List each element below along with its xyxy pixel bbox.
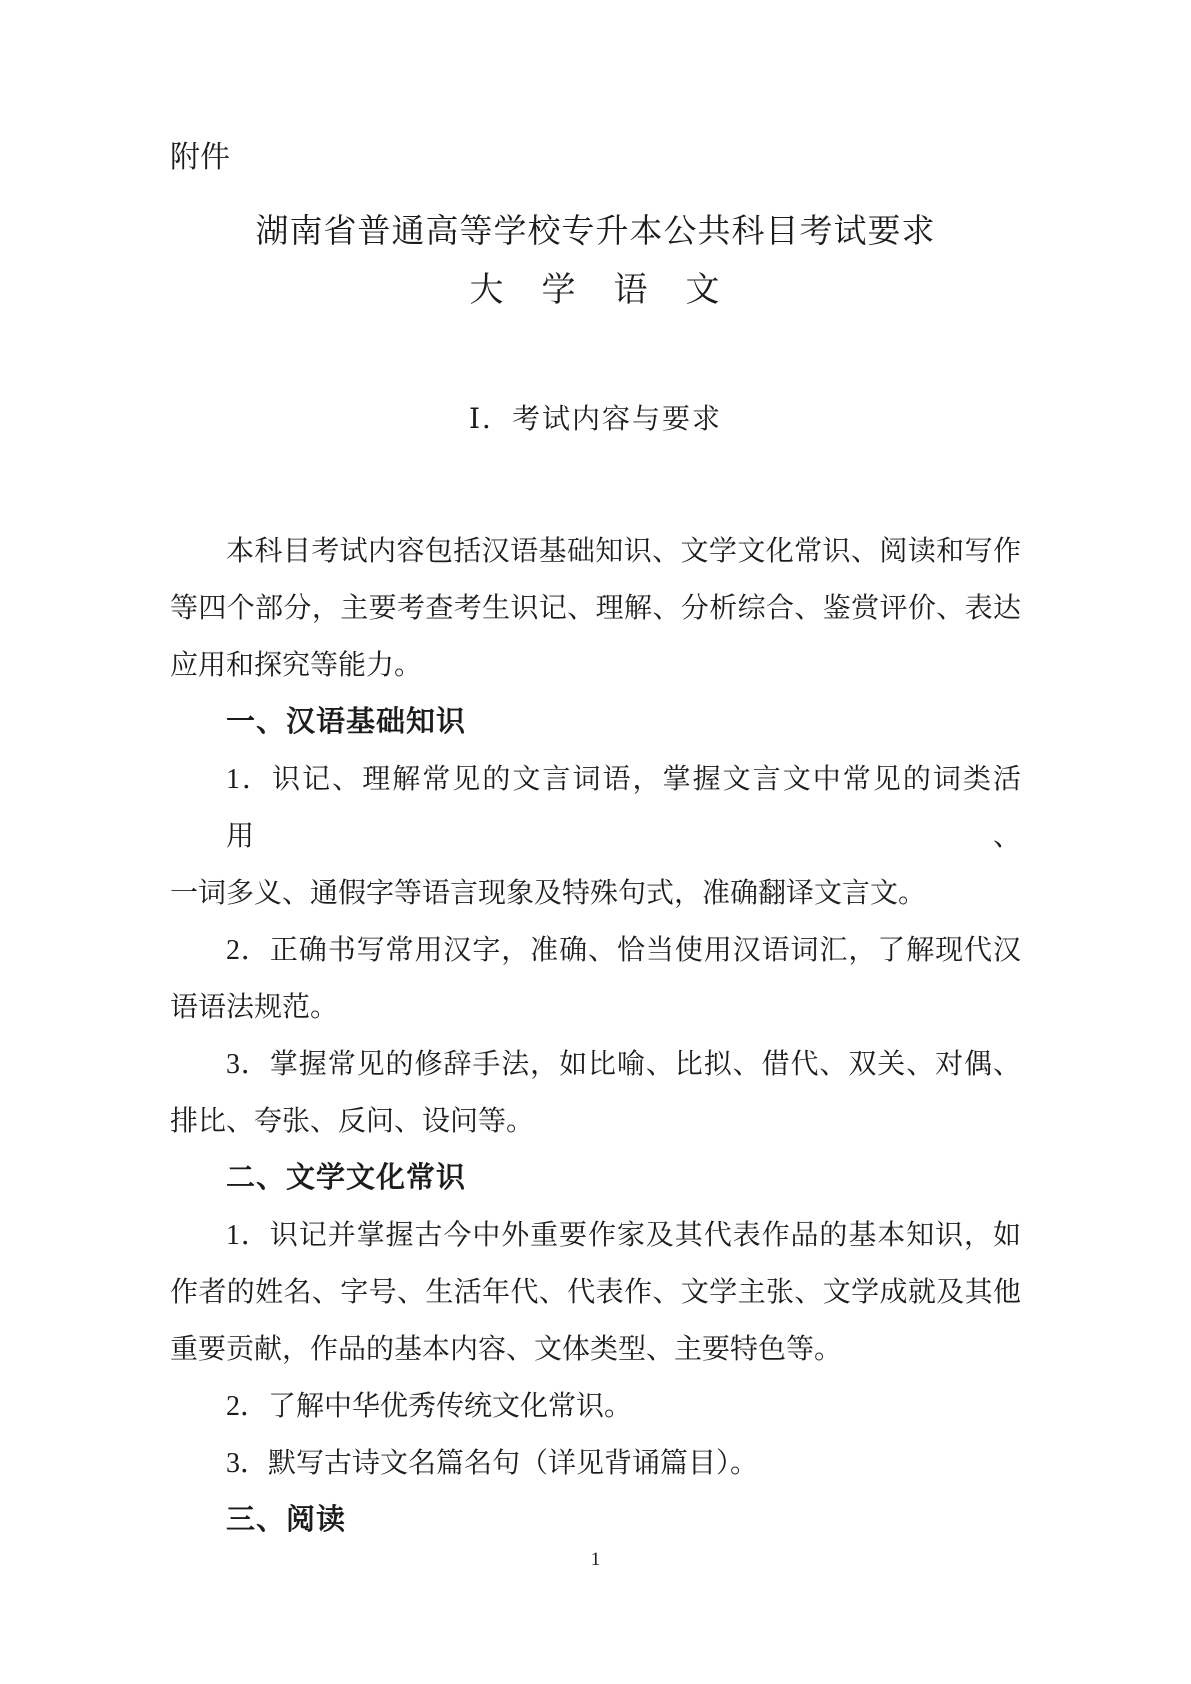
section1-item2-line-1: 2．正确书写常用汉字，准确、恰当使用汉语词汇，了解现代汉 [226, 935, 1021, 966]
section1-item1-line-1: 1．识记、理解常见的文言词语，掌握文言文中常见的词类活用、 [226, 764, 1021, 852]
section-heading-3: 三、阅读 [226, 1504, 347, 1536]
intro-line-2: 等四个部分，主要考查考生识记、理解、分析综合、鉴赏评价、表达 [170, 593, 1021, 624]
section2-item1-line-3: 重要贡献，作品的基本内容、文体类型、主要特色等。 [170, 1334, 843, 1365]
document-title: 湖南省普通高等学校专升本公共科目考试要求 [255, 214, 936, 250]
section-heading-2: 二、文学文化常识 [226, 1162, 467, 1194]
section1-item2-line-2: 语语法规范。 [170, 992, 339, 1023]
part-heading: Ⅰ．考试内容与要求 [468, 404, 723, 435]
page-number: 1 [590, 1549, 601, 1570]
section1-item3-line-1: 3．掌握常见的修辞手法，如比喻、比拟、借代、双关、对偶、 [226, 1049, 1021, 1080]
section-heading-1: 一、汉语基础知识 [226, 706, 467, 738]
attachment-label: 附件 [170, 141, 230, 174]
section2-item2-line-1: 2．了解中华优秀传统文化常识。 [226, 1391, 633, 1422]
section2-item1-line-1: 1．识记并掌握古今中外重要作家及其代表作品的基本知识，如 [226, 1220, 1021, 1251]
section1-item1-line-2: 一词多义、通假字等语言现象及特殊句式，准确翻译文言文。 [170, 878, 927, 909]
section1-item3-line-2: 排比、夸张、反问、设问等。 [170, 1106, 535, 1137]
document-body [170, 523, 1021, 1549]
section2-item1-line-2: 作者的姓名、字号、生活年代、代表作、文学主张、文学成就及其他 [170, 1277, 1021, 1308]
intro-line-3: 应用和探究等能力。 [170, 650, 423, 681]
intro-line-1: 本科目考试内容包括汉语基础知识、文学文化常识、阅读和写作 [226, 536, 1021, 567]
subject-title: 大 学 语 文 [469, 272, 722, 309]
section2-item3-line-1: 3．默写古诗文名篇名句（详见背诵篇目）。 [226, 1448, 759, 1479]
